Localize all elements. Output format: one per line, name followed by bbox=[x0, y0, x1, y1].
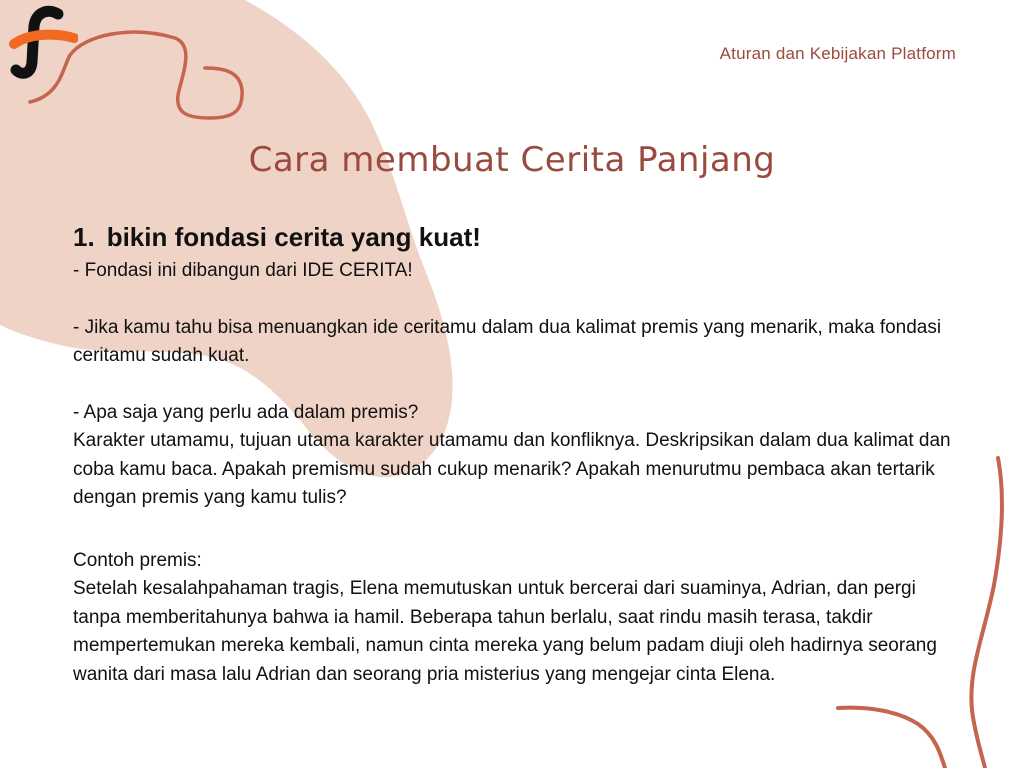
paragraph-premise-strength: - Jika kamu tahu bisa menuangkan ide ceritamu dalam dua kalimat premis yang menarik, maka fondasi ceritamu sudah kuat. bbox=[73, 316, 942, 366]
paragraph-premise-elements: Karakter utamamu, tujuan utama karakter utamamu dan konfliknya. Deskripsikan dalam dua kalimat dan coba kamu baca. Apakah premismu sudah cukup menarik? Apakah menurutmu pembaca akan tertarik dengan premis yang kamu tulis? bbox=[73, 430, 951, 508]
step-heading bbox=[73, 222, 963, 253]
step-heading-text: bikin fondasi cerita yang kuat! bbox=[106, 222, 481, 252]
paragraph-example-premise: Setelah kesalahpahaman tragis, Elena memutuskan untuk bercerai dari suaminya, Adrian, dan pergi tanpa memberitahunya bahwa ia hamil. Beberapa tahun berlalu, saat rindu masih terasa, takdir mempertemukan mereka kembali, namun cinta mereka yang belum padam diuji oleh hadirnya seorang wanita dari masa lalu Adrian dan seorang pria misterius yang mengejar cinta Elena. bbox=[73, 578, 937, 685]
paragraph-premise-question: - Apa saja yang perlu ada dalam premis? bbox=[73, 401, 419, 423]
squiggle-bottom-line bbox=[838, 708, 945, 768]
paragraph-idea: - Fondasi ini dibangun dari IDE CERITA! bbox=[73, 260, 413, 281]
paragraph-example-label: Contoh premis: bbox=[73, 549, 202, 571]
slide-content bbox=[73, 222, 963, 689]
header-tag: Aturan dan Kebijakan Platform bbox=[719, 44, 956, 63]
slide-title: Cara membuat Cerita Panjang bbox=[248, 140, 776, 180]
squiggle-right-line bbox=[971, 458, 1002, 768]
brand-logo-f-icon bbox=[8, 4, 78, 80]
step-number: 1. bbox=[73, 222, 95, 252]
